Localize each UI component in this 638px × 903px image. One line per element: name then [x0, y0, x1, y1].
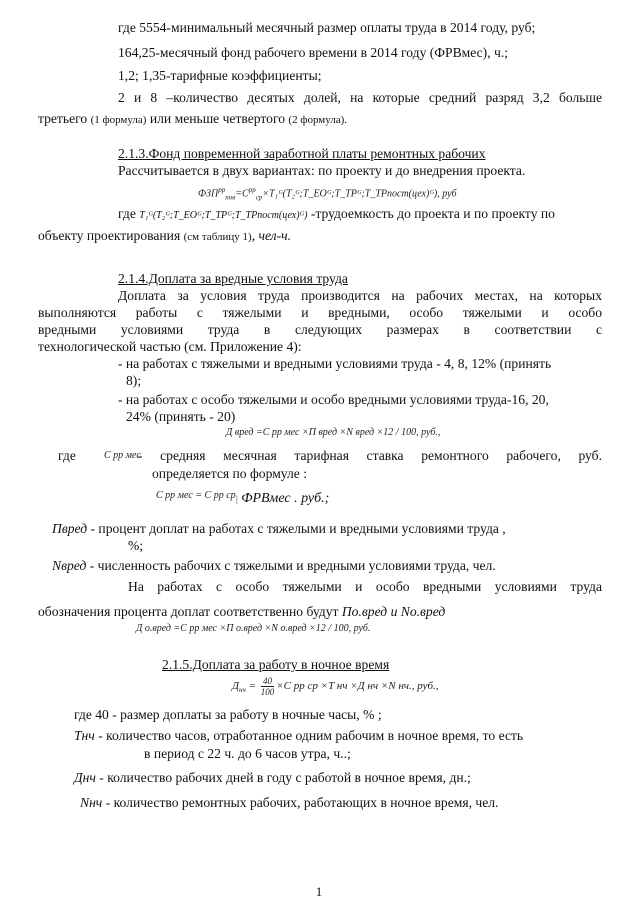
symbol: Пвред: [52, 521, 88, 536]
formula-part: ср: [255, 193, 263, 202]
formula: C рр мес = C рр ср: [156, 490, 236, 501]
page-number: 1: [315, 884, 323, 899]
section-heading: 2.1.3.Фонд повременной заработной платы ремонтных рабочих: [118, 146, 486, 161]
formula-part: ФЗП: [198, 188, 219, 200]
list-item: - на работах с тяжелыми и вредными условиями труда - 4, 8, 12% (принять: [118, 356, 552, 371]
text-line: выполняются работы с тяжелыми и вредными, особо тяжелыми и особо: [38, 305, 602, 320]
text-line: [52, 521, 506, 537]
text-line: Доплата за условия труда производится на рабочих местах, на которых: [118, 288, 602, 303]
symbol: Днч: [74, 770, 96, 785]
text-line: где 40 - размер доплаты за работу в ночные часы, % ;: [74, 707, 382, 722]
formula-part: =C: [235, 188, 249, 200]
symbol: No.вред: [400, 604, 446, 619]
text-line: На работах с особо тяжелыми и особо вредными условиями труда: [128, 579, 602, 594]
text-line: где: [58, 448, 76, 463]
formula-part: T₁ᴳ(T₂ᴳ;T_EOᴳ;T_TPᴳ;T_TPпост(цех)ᴳ): [139, 210, 308, 221]
text-span: и: [390, 604, 398, 619]
text-span: третьего: [38, 111, 88, 126]
formula: Д вред =C рр мес ×П вред ×N вред ×12 / 100, руб.,: [226, 427, 441, 438]
formula: Д о.вред =C рр мес ×П о.вред ×N о.вред ×12 / 100, руб.: [136, 623, 371, 634]
formula-part: пов: [225, 193, 236, 202]
text-span: (см таблицу 1): [183, 231, 252, 243]
text-span: (1 формула): [90, 114, 147, 126]
text-line: [74, 770, 471, 786]
text-span: обозначения процента доплат соответственно будут: [38, 604, 339, 619]
text-span: - количество часов, отработанное одним рабочим в ночное время, то есть: [98, 728, 524, 743]
formula: | ФРВмес . руб.;: [236, 491, 330, 506]
text-line: в период с 22 ч. до 6 часов утра, ч..;: [144, 746, 351, 761]
text-span: - количество рабочих дней в году с работой в ночное время, дн.;: [99, 770, 471, 785]
text-line: [38, 604, 445, 620]
formula-part: Д: [232, 680, 239, 693]
formula-part: C рр мес: [104, 450, 141, 461]
symbol: Nвред: [52, 558, 87, 573]
text-line: [52, 558, 496, 574]
text-span: -трудоемкость до проекта и по проекту по: [310, 206, 555, 221]
formula-part: ФРВмес . руб.;: [241, 491, 330, 506]
section-heading: 2.1.5.Доплата за работу в ночное время: [162, 657, 390, 672]
list-item: 24% (принять - 20): [126, 409, 236, 424]
text-line: технологической частью (см. Приложение 4):: [38, 339, 302, 354]
text-line: где 5554-минимальный месячный размер оплаты труда в 2014 году, руб;: [118, 20, 536, 35]
text-span: или меньше четвертого: [149, 111, 285, 126]
symbol: Тнч: [74, 728, 95, 743]
text-span: , чел-ч.: [251, 228, 292, 243]
fraction: [261, 676, 275, 697]
text-span: (2 формула).: [288, 114, 348, 126]
text-line: [118, 206, 602, 224]
text-line: вредными условиями труда в следующих размерах в соответствии с: [38, 322, 602, 337]
text-span: объекту проектирования: [38, 228, 181, 243]
text-span: - количество ремонтных рабочих, работающих в ночное время, чел.: [105, 795, 499, 810]
text-line: [38, 228, 291, 245]
section-heading: 2.1.4.Доплата за вредные условия труда: [118, 271, 348, 286]
formula-part: ×T₁ᴳ(T₂ᴳ;T_EOᴳ;T_TPᴳ;T_TPпост(цех)ᴳ), руб: [262, 188, 457, 200]
symbol: Nнч: [80, 795, 103, 810]
list-item: - на работах с особо тяжелыми и особо вредными условиями труда-16, 20,: [118, 392, 549, 407]
text-line: Рассчитывается в двух вариантах: по проекту и до внедрения проекта.: [118, 163, 526, 178]
text-line: 2 и 8 –количество десятых долей, на которые средний разряд 3,2 больше: [118, 90, 602, 105]
list-item: 8);: [126, 373, 142, 388]
formula-part: рр: [218, 186, 226, 194]
formula-part: рр: [248, 186, 256, 194]
formula: [198, 184, 457, 203]
text-line: [80, 795, 498, 811]
text-line: 1,2; 1,35-тарифные коэффициенты;: [118, 68, 322, 83]
text-line: 164,25-месячный фонд рабочего времени в 2014 году (ФРВмес), ч.;: [118, 45, 509, 60]
text-span: - процент доплат на работах с тяжелыми и вредными условиями труда ,: [90, 521, 506, 536]
symbol: По.вред: [341, 604, 388, 619]
formula-part: нч: [239, 686, 246, 695]
formula: $Д_{нч}$ = $\frac{40}{100}$ ×C рр ср ×T нч ×Д нч ×N нч., руб.,: [232, 676, 439, 697]
text-span: где: [118, 206, 136, 221]
formula-part: ×C рр ср ×T нч ×Д нч ×N нч., руб.,: [276, 680, 439, 693]
fraction-denominator: 100: [260, 687, 275, 697]
text-line: [74, 728, 523, 744]
fraction-numerator: 40: [261, 676, 275, 687]
text-line: - средняя месячная тарифная ставка ремонтного рабочего, руб.: [138, 448, 602, 463]
text-span: - численность рабочих с тяжелыми и вредными условиями труда, чел.: [89, 558, 496, 573]
text-line: [38, 111, 347, 128]
text-line: %;: [128, 538, 144, 553]
text-line: определяется по формуле :: [152, 466, 307, 481]
